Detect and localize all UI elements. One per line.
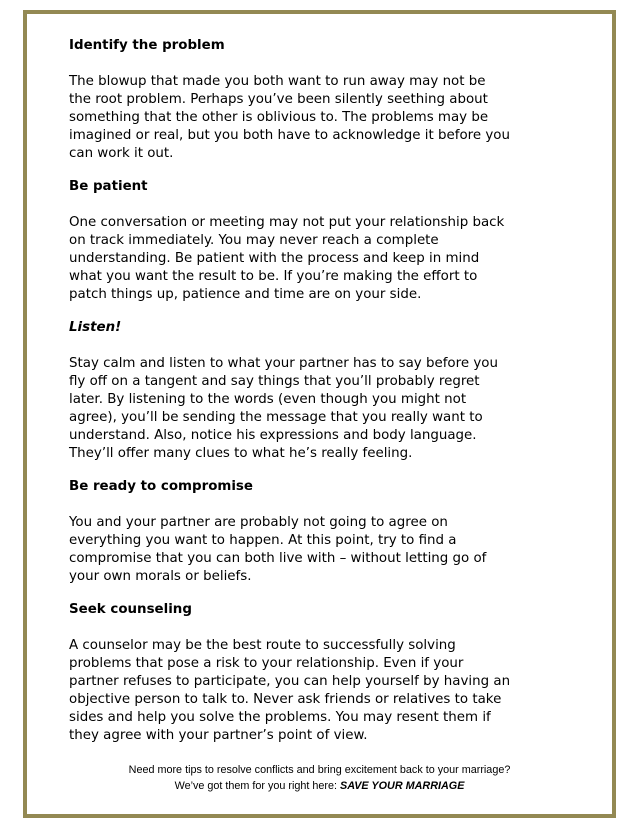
section-be-patient [69,178,549,304]
paragraph-line: fly off on a tangent and say things that you’ll probably regret [69,374,480,389]
section-paragraph [69,637,549,745]
paragraph-line: They’ll offer many clues to what he’s really feeling. [69,446,413,461]
paragraph-line: agree), you’ll be sending the message that you really want to [69,410,483,425]
footer-cta-prefix: We’ve got them for you right here: [174,780,341,792]
paragraph-line: A counselor may be the best route to successfully solving [69,638,456,653]
paragraph-line: problems that pose a risk to your relationship. Even if your [69,656,464,671]
section-paragraph [69,214,549,304]
document-body [69,37,549,760]
paragraph-line: later. By listening to the words (even though you might not [69,392,467,407]
section-identify-problem [69,37,549,163]
section-heading: Be ready to compromise [69,479,253,494]
paragraph-line: The blowup that made you both want to run away may not be [69,74,486,89]
paragraph-line: what you want the result to be. If you’re making the effort to [69,269,478,284]
section-heading: Be patient [69,179,148,194]
paragraph-line: the root problem. Perhaps you’ve been silently seething about [69,92,488,107]
paragraph-line: patch things up, patience and time are on your side. [69,287,422,302]
section-heading: Listen! [69,320,122,335]
save-your-marriage-link[interactable]: SAVE YOUR MARRIAGE [340,780,465,792]
paragraph-line: compromise that you can both live with – without letting go of [69,551,487,566]
paragraph-line: everything you want to happen. At this point, try to find a [69,533,457,548]
section-paragraph [69,73,549,163]
section-paragraph [69,514,549,586]
footer-promo-text: Need more tips to resolve conflicts and bring excitement back to your marriage? [128,764,511,776]
paragraph-line: One conversation or meeting may not put your relationship back [69,215,505,230]
section-paragraph [69,355,549,463]
paragraph-line: your own morals or beliefs. [69,569,252,584]
paragraph-line: they agree with your partner’s point of view. [69,728,368,743]
paragraph-line: Stay calm and listen to what your partner has to say before you [69,356,498,371]
paragraph-line: can work it out. [69,146,174,161]
paragraph-line: partner refuses to participate, you can help yourself by having an [69,674,511,689]
paragraph-line: You and your partner are probably not going to agree on [69,515,448,530]
section-seek-counseling [69,601,549,745]
section-listen [69,319,549,463]
section-compromise [69,478,549,586]
footer-cta-line [27,778,612,794]
paragraph-line: on track immediately. You may never reach a complete [69,233,439,248]
paragraph-line: sides and help you solve the problems. You may resent them if [69,710,491,725]
paragraph-line: understanding. Be patient with the process and keep in mind [69,251,480,266]
paragraph-line: understand. Also, notice his expressions and body language. [69,428,477,443]
section-heading: Seek counseling [69,602,192,617]
paragraph-line: imagined or real, but you both have to acknowledge it before you [69,128,510,143]
section-heading: Identify the problem [69,38,225,53]
paragraph-line: something that the other is oblivious to. The problems may be [69,110,489,125]
page-footer [27,762,612,794]
paragraph-line: objective person to talk to. Never ask friends or relatives to take [69,692,502,707]
